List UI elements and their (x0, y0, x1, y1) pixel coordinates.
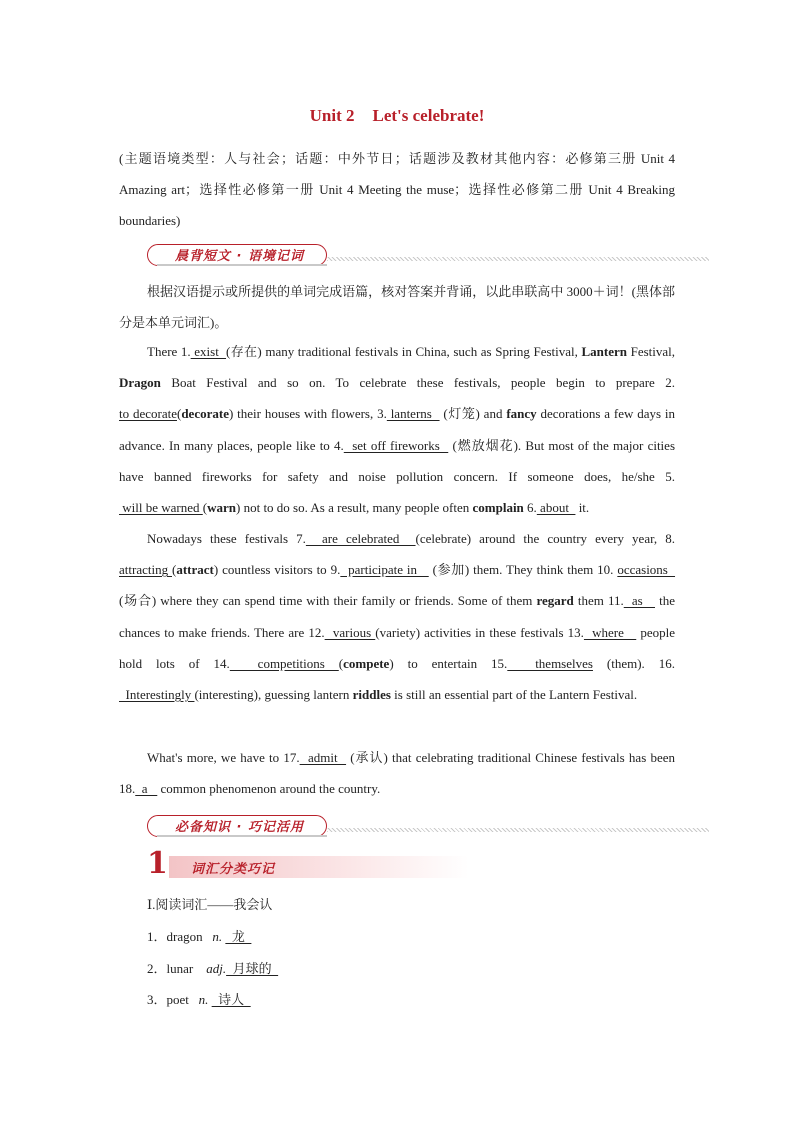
vocab-item: 2．lunar adj. 月球的 (147, 961, 279, 976)
vocab-meaning: 龙 (225, 929, 252, 944)
answer-16: Interestingly (119, 687, 195, 703)
topic-meta: (主题语境类型：人与社会；话题：中外节日；话题涉及教材其他内容：必修第三册 Unit 4 Amazing art；选择性必修第一册 Unit 4 Meeting the muse；选择性必修第二册 Unit 4 Breaking boundaries) (119, 151, 675, 228)
page-title (119, 106, 675, 126)
answer-15: themselves (507, 655, 593, 671)
vocab-item: 3．poet n. 诗人 (147, 992, 251, 1007)
unit-number: Unit 2 (309, 106, 355, 125)
banner-underline (157, 264, 327, 266)
answer-13: where (583, 624, 637, 640)
subheading: Ⅰ.阅读词汇——我会认 (147, 897, 273, 912)
vocab-meaning: 月球的 (226, 961, 279, 976)
vocab-meaning: 诗人 (211, 992, 251, 1007)
answer-9: participate in (340, 562, 429, 578)
answer-4: set off fireworks (343, 437, 449, 453)
answer-3: lanterns (386, 406, 440, 422)
instruction: 根据汉语提示或所提供的单词完成语篇，核对答案并背诵，以此串联高中 3000＋词！(黑体部分是本单元词汇)。 (119, 284, 675, 331)
answer-5: will be warned (119, 500, 203, 516)
answer-8: attracting (119, 562, 172, 578)
paragraph-1: There 1. exist (存在) many traditional festivals in China, such as Spring Festival, Lantern Festival, Dragon Boat Festival and so on. To celebrate these festivals, people begin to prepare 2. to decorate(decorate) their houses with flowers, 3. lanterns (灯笼) and fancy decorations a few days in advance. In many places, people like to 4. set off fireworks (燃放烟花). But most of the major cities have banned fireworks for safety and noise pollution concern. If someone does, he/she 5. will be warned (warn) not to do so. As a result, many people often complain 6. about it. (119, 344, 676, 516)
section-number: 1 (147, 846, 168, 881)
paragraph-2: Nowadays these festivals 7. are celebrated (celebrate) around the country every year, 8. attracting (attract) countless visitors to 9. participate in (参加) them. They think them 10. occasions (场合) where they can spend time with their family or friends. Some of them regard them 11. as the chances to make friends. There are 12. various (variety) activities in these festivals 13. where people hold lots of 14. competitions (compete) to entertain 15. themselves (them). 16. Interestingly (interesting), guessing lantern riddles is still an essential part of the Lantern Festival. (119, 531, 676, 703)
banner-hatch-line (327, 257, 709, 261)
banner-hatch-line (327, 828, 709, 832)
paragraph-3: What's more, we have to 17. admit (承认) that celebrating traditional Chinese festivals has been 18. a common phenomenon around the country. (119, 750, 675, 797)
answer-18: a (135, 781, 158, 797)
answer-7: are celebrated (305, 531, 416, 546)
vocab-item: 1．dragon n. 龙 (147, 929, 252, 944)
banner-morning-reading (147, 244, 709, 266)
banner-label: 必备知识 · 巧记活用 (175, 820, 304, 835)
answer-14: competitions (229, 655, 339, 671)
answer-2: to decorate (119, 406, 177, 422)
section-vocabulary-header (147, 846, 467, 881)
answer-12: various (324, 624, 376, 640)
section-label: 词汇分类巧记 (191, 862, 276, 877)
answer-10: occasions (617, 562, 676, 578)
banner-underline (157, 835, 327, 837)
unit-name: Let's celebrate! (372, 106, 485, 125)
answer-1: exist (190, 344, 227, 359)
banner-label: 晨背短文 · 语境记词 (175, 249, 304, 264)
answer-6: about (536, 500, 576, 516)
answer-11: as (623, 593, 655, 609)
banner-essential-knowledge (147, 815, 709, 837)
answer-17: admit (299, 750, 347, 765)
